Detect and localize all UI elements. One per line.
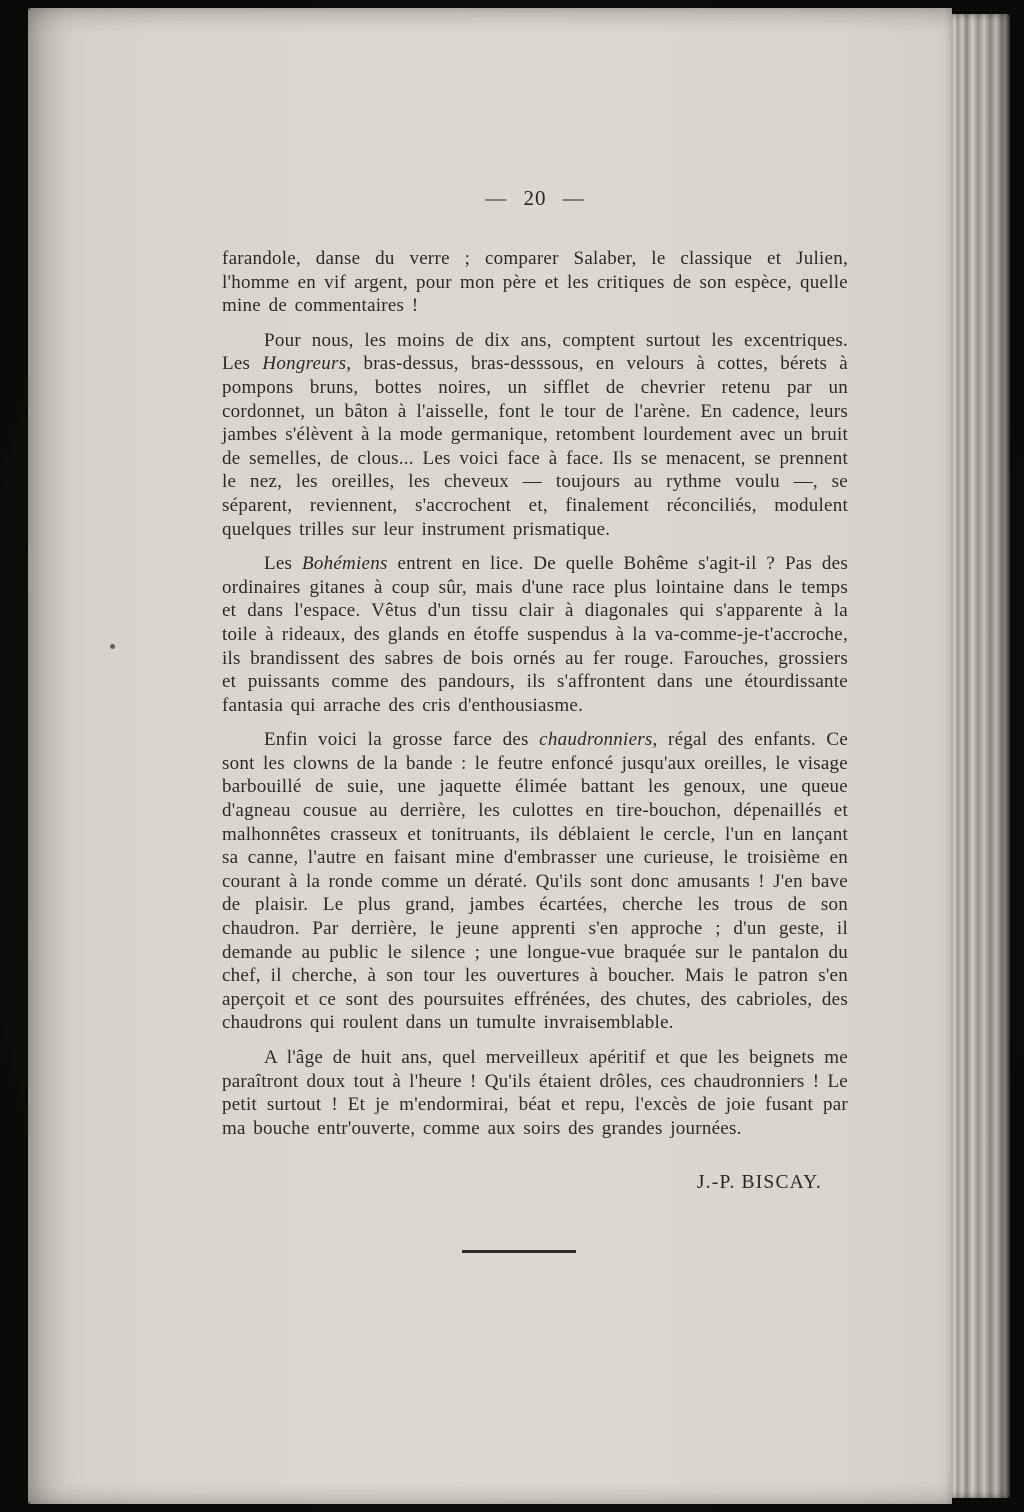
body-text: entrent en lice. De quelle Bohême s'agit-il ? Pas des ordinaires gitanes à coup sûr, mais d'une race plus lointaine dans le temps et dans l'espace. Vêtus d'un tissu clair à diagonales qui s'apparente à la toile à rideaux, des glands en étoffe suspendus à la va-comme-je-t'accroche, ils brandissent des sabres de bois ornés au fer rouge. Farouches, grossiers et puissants comme des pandours, ils s'affrontent dans une étourdissante fantasia qui arrache des cris d'enthousiasme. [222,553,848,716]
body-text: A l'âge de huit ans, quel merveilleux apéritif et que les beignets me paraîtront doux tout à l'heure ! Qu'ils étaient drôles, ces chaudronniers ! Le petit surtout ! Et je m'endormirai, béat et repu, l'excès de joie fusant par ma bouche entr'ouverte, comme aux soirs des grandes journées. [222,1047,848,1139]
paragraph [222,247,848,318]
body-text: régal des enfants. Ce sont les clowns de la bande : le feutre enfoncé jusqu'aux oreilles, le visage barbouillé de suie, une jaquette élimée battant les genoux, une queue d'agneau cousue au derrière, les culottes en tire-bouchon, dépenaillés et malhonnêtes crasseux et tonitruants, ils déblaient le cercle, l'un en lançant sa canne, l'autre en faisant mine d'embrasser une curieuse, le troisième en courant à la ronde comme un dératé. Qu'ils sont donc amusants ! J'en bave de plaisir. Le plus grand, jambes écartées, cherche les trous de son chaudron. Par derrière, le jeune apprenti s'en approche ; d'un geste, il demande au public le silence ; une longue-vue braquée sur le pantalon du chef, il cherche, à son tour les ouvertures à boucher. Mais le patron s'en aperçoit et ce sont des poursuites effrénées, des chutes, des cabrioles, des chaudrons qui roulent dans un tumulte invraisemblable. [222,729,849,1034]
body-text: Pour nous, les moins de dix ans, comptent surtout les excentriques. Les [222,329,848,375]
paragraph [222,1046,848,1140]
italic-text: chaudronniers, [539,729,658,751]
paragraph [222,552,848,717]
body-text: Les [264,553,303,575]
body-text: farandole, danse du verre ; comparer Salaber, le classique et Julien, l'homme en vif argent, pour mon père et les critiques de son espèce, quelle mine de commentaires ! [222,248,848,317]
italic-text: Hongreurs, [262,353,352,375]
page-number: — 20 — [485,186,585,210]
paragraph [222,329,848,541]
book-fore-edge-pages [950,14,1010,1498]
page-paragraphs [222,247,848,1140]
paper-fleck [110,644,115,649]
body-text: Enfin voici la grosse farce des [264,729,540,751]
end-rule [462,1250,576,1253]
text-column [222,186,848,1253]
book-page [28,8,952,1504]
author-signature: J.-P. BISCAY. [696,1172,822,1194]
body-text: bras-dessus, bras-desssous, en velours à cottes, bérets à pompons bruns, bottes noires, un sifflet de chevrier retenu par un cordonnet, un bâton à l'aisselle, font le tour de l'arène. En cadence, leurs jambes s'élèvent à la mode germanique, retombent lourdement avec un bruit de semelles, de clous... Les voici face à face. Ils se menacent, se prennent le nez, les oreilles, les cheveux — toujours au rythme voulu —, se séparent, reviennent, s'accrochent et, finalement réconciliés, modulent quelques trilles sur leur instrument prismatique. [222,353,848,540]
italic-text: Bohémiens [302,553,388,575]
paragraph [222,728,848,1035]
